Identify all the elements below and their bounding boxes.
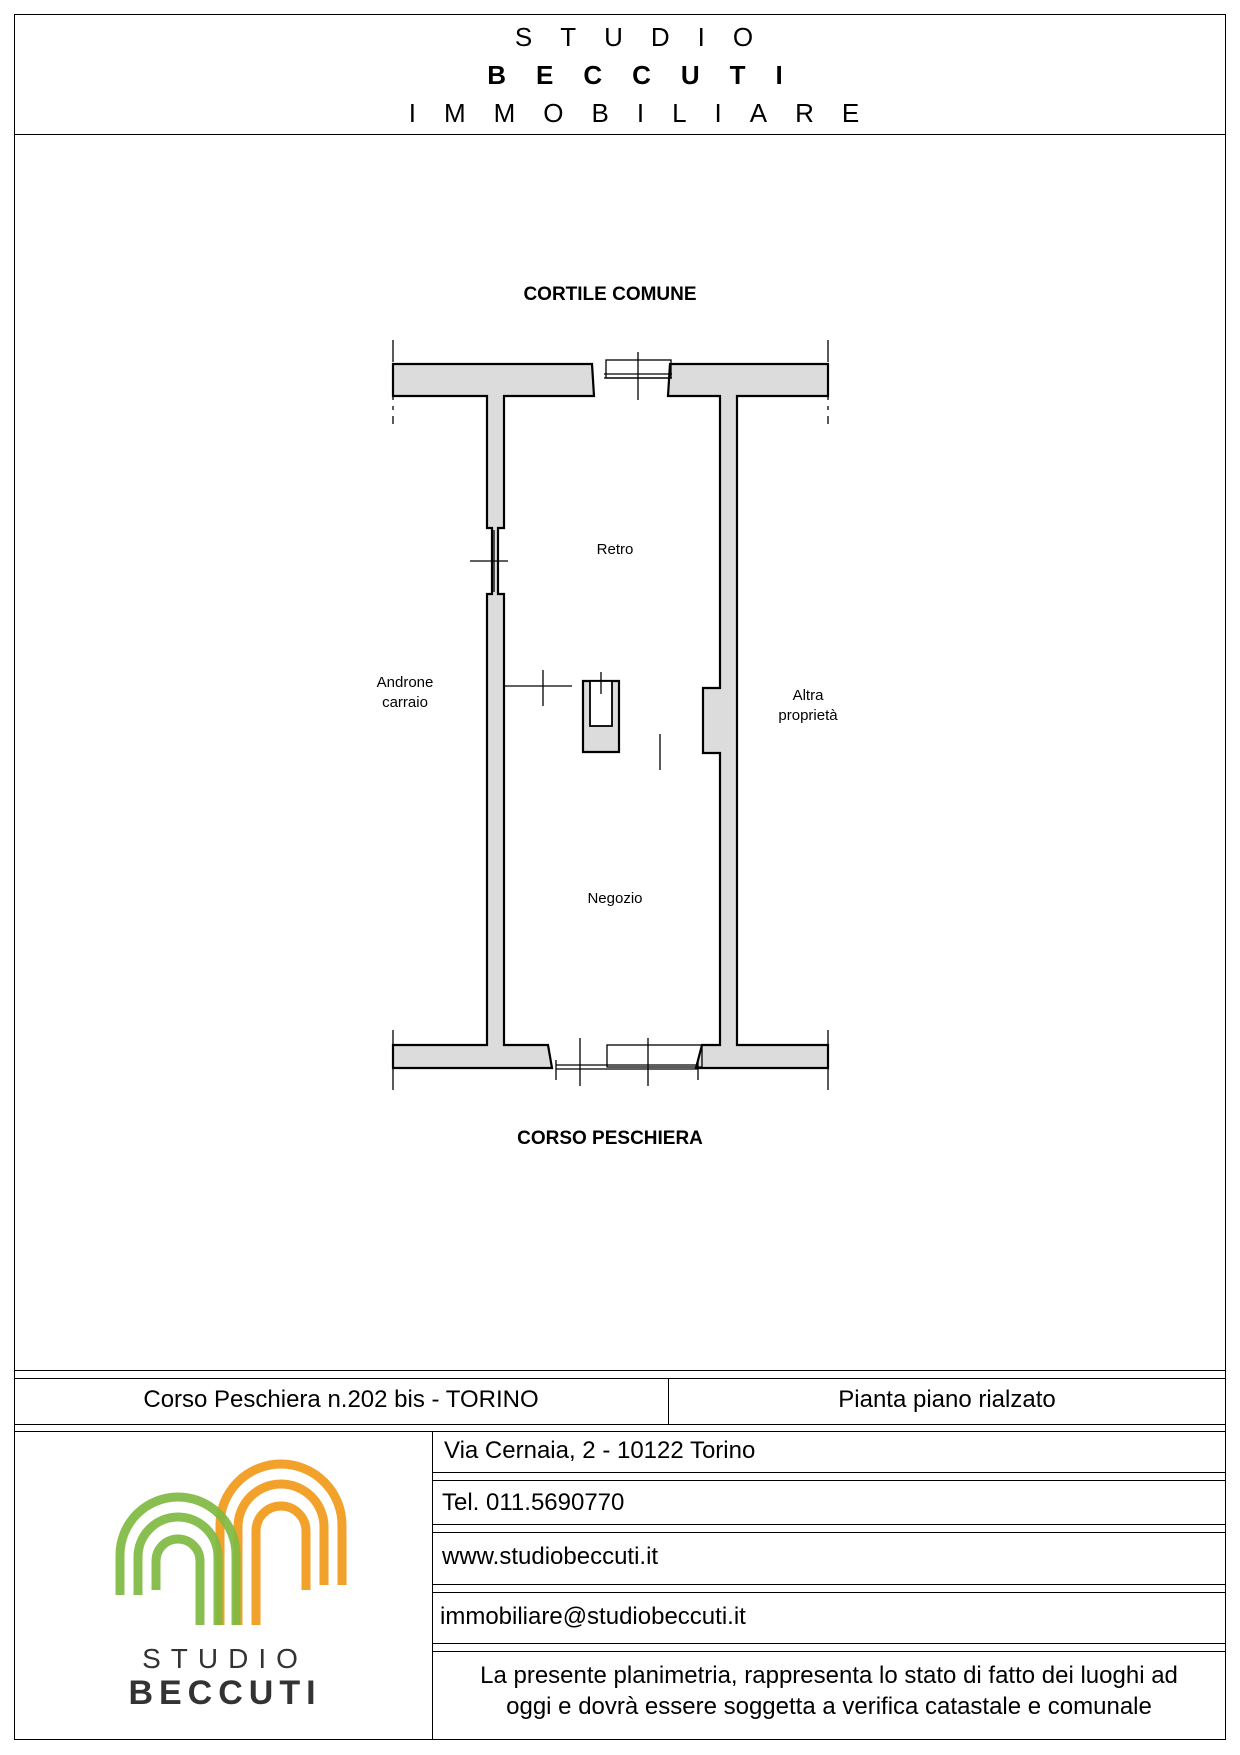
contact-divider-4b [432,1651,1226,1652]
logo-arch-orange-inner [256,1506,306,1625]
logo-arch-green-mid [138,1517,218,1625]
info-divider-top-2 [14,1378,1226,1379]
drawing-title: Pianta piano rialzato [838,1386,1056,1413]
website-link[interactable]: www.studiobeccuti.it [442,1543,659,1570]
info-divider-mid-2 [14,1431,1226,1432]
office-address: Via Cernaia, 2 - 10122 Torino [444,1437,756,1464]
top-street-label: CORTILE COMUNE [523,284,697,305]
logo-word-studio: STUDIO [142,1643,308,1674]
disclaimer-line-2: oggi e dovrà essere soggetta a verifica catastale e comunale [506,1693,1152,1720]
email-link[interactable]: immobiliare@studiobeccuti.it [440,1603,746,1630]
disclaimer-note [432,1660,1226,1722]
wall-top-left [393,364,594,1068]
phone-number[interactable]: Tel. 011.5690770 [442,1489,625,1516]
header-studio: STUDIO [514,22,782,52]
contact-divider-3a [432,1584,1226,1585]
info-divider-top-1 [14,1370,1226,1371]
contact-divider-1a [432,1472,1226,1473]
room-label-negozio: Negozio [587,890,643,907]
room-label-retro: Retro [596,541,634,558]
contact-divider-2b [432,1532,1226,1533]
neighbor-label-right-line2: proprietà [778,707,838,724]
info-divider-mid-1 [14,1424,1226,1425]
neighbor-label-left-line1: Androne [376,674,434,691]
header-beccuti: BECCUTI [487,60,813,90]
contact-divider-3b [432,1592,1226,1593]
bottom-street-label: CORSO PESCHIERA [517,1128,703,1149]
neighbor-label-left-line2: carraio [382,694,428,711]
logo-word-beccuti: BECCUTI [128,1674,322,1712]
neighbor-label-right-line1: Altra [792,687,824,704]
logo-arch-green-inner [156,1539,200,1625]
entrance-door-frame [607,1045,702,1067]
header-immobiliare: IMMOBILIARE [408,98,888,128]
contact-divider-4a [432,1643,1226,1644]
contact-divider-2a [432,1524,1226,1525]
disclaimer-line-1: La presente planimetria, rappresenta lo stato di fatto dei luoghi ad [480,1662,1178,1689]
contact-divider-1b [432,1480,1226,1481]
studio-beccuti-logo-arches-icon [100,1455,350,1635]
wall-top-right [668,364,828,1068]
property-address: Corso Peschiera n.202 bis - TORINO [143,1386,539,1413]
